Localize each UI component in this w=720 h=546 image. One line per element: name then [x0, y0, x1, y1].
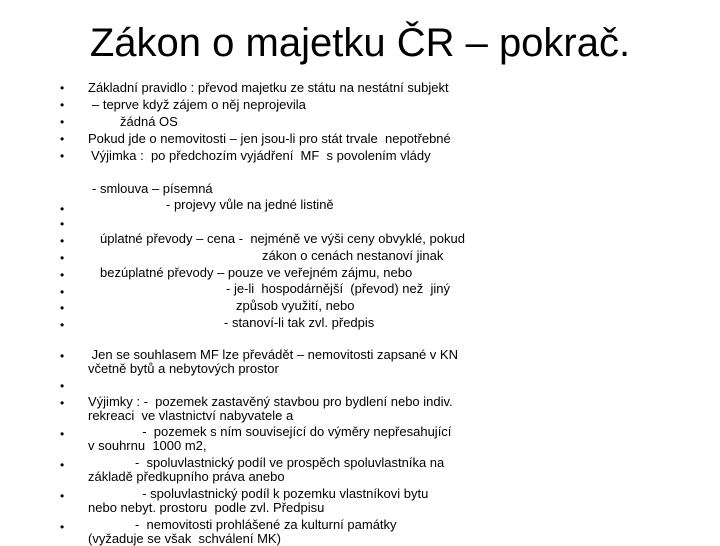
text-line: - stanoví-li tak zvl. předpis — [224, 315, 375, 330]
bullet-icon: • — [60, 81, 65, 95]
bullet-icon: • — [60, 458, 65, 472]
text-paragraph: - nemovitosti prohlášené za kulturní památky (vyžaduje se však schválení MK) — [88, 517, 397, 546]
text-line: Výjimka : po předchozím vyjádření MF s povolením vlády — [91, 148, 431, 163]
bullet-icon: • — [60, 427, 65, 441]
text-paragraph: - spoluvlastnický podíl ve prospěch spoluvlastníka na základě předkupního práva anebo — [88, 455, 445, 484]
bullet-icon: • — [60, 396, 65, 410]
text-line: úplatné převody – cena - nejméně ve výši ceny obvyklé, pokud — [100, 231, 465, 246]
bullet-icon: • — [60, 520, 65, 534]
bullet-icon: • — [60, 115, 65, 129]
bullet-icon: • — [60, 149, 65, 163]
text-paragraph: Výjimky : - pozemek zastavěný stavbou pro bydlení nebo indiv. rekreaci ve vlastnictví nabyvatele a — [88, 394, 453, 423]
bullet-icon: • — [60, 217, 65, 231]
bullet-icon: • — [60, 202, 65, 216]
slide-title: Zákon o majetku ČR – pokrač. — [89, 21, 631, 65]
text-line: zákon o cenách nestanoví jinak — [262, 248, 444, 263]
text-line: – teprve když zájem o něj neprojevila — [92, 97, 306, 112]
bullet-icon: • — [60, 285, 65, 299]
bullet-icon: • — [60, 251, 65, 265]
text-line: Základní pravidlo : převod majetku ze státu na nestátní subjekt — [88, 80, 449, 95]
text-line: - smlouva – písemná — [92, 181, 213, 196]
text-paragraph: - pozemek s ním související do výměry nepřesahující v souhrnu 1000 m2, — [88, 424, 452, 453]
bullet-icon: • — [60, 98, 65, 112]
bullet-icon: • — [60, 379, 65, 393]
text-line: - projevy vůle na jedné listině — [166, 197, 334, 212]
text-line: bezúplatné převody – pouze ve veřejném zájmu, nebo — [100, 265, 413, 280]
bullet-icon: • — [60, 489, 65, 503]
text-paragraph: - spoluvlastnický podíl k pozemku vlastníkovi bytu nebo nebyt. prostoru podle zvl. Předpisu — [88, 486, 429, 515]
bullet-icon: • — [60, 132, 65, 146]
bullet-icon: • — [60, 301, 65, 315]
text-line: způsob využití, nebo — [236, 298, 355, 313]
text-line: žádná OS — [120, 114, 178, 129]
bullet-icon: • — [60, 268, 65, 282]
bullet-icon: • — [60, 318, 65, 332]
text-line: Pokud jde o nemovitosti – jen jsou-li pro stát trvale nepotřebné — [88, 131, 451, 146]
text-paragraph: Jen se souhlasem MF lze převádět – nemovitosti zapsané v KN včetně bytů a nebytových prostor — [88, 347, 458, 376]
bullet-icon: • — [60, 349, 65, 363]
bullet-icon: • — [60, 234, 65, 248]
text-line: - je-li hospodárnější (převod) než jiný — [226, 281, 450, 296]
